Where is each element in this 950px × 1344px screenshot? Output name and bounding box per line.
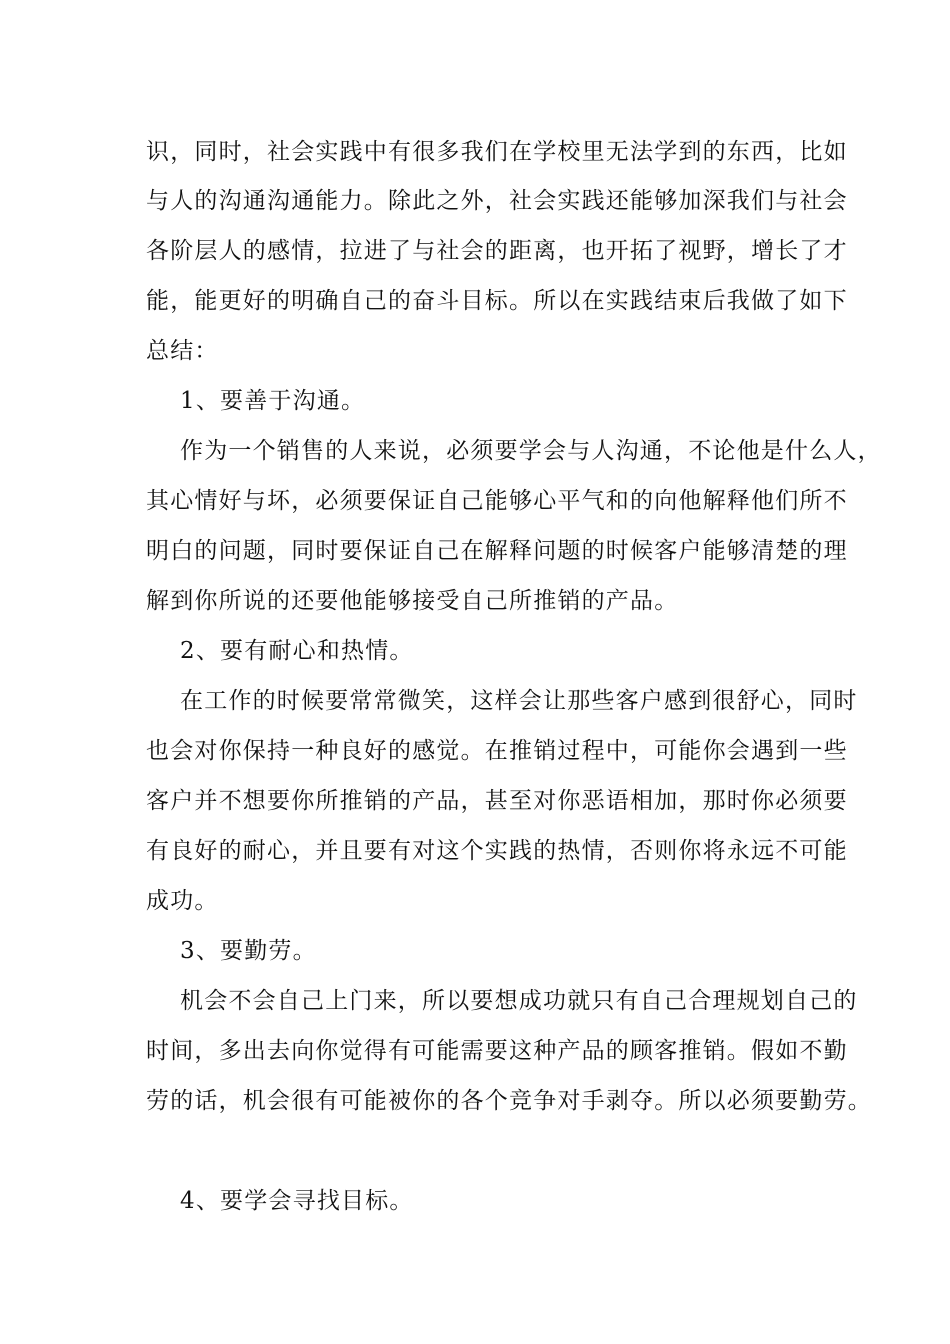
text-line: 时间，多出去向你觉得有可能需要这种产品的顾客推销。假如不勤: [146, 1038, 848, 1064]
text-line: 劳的话，机会很有可能被你的各个竞争对手剥夺。所以必须要勤劳。: [146, 1088, 872, 1114]
text-line: 其心情好与坏，必须要保证自己能够心平气和的向他解释他们所不: [146, 488, 848, 514]
text-line: 与人的沟通沟通能力。除此之外，社会实践还能够加深我们与社会: [146, 188, 848, 214]
section-heading: 1、要善于沟通。: [180, 388, 366, 414]
text-line: 识，同时，社会实践中有很多我们在学校里无法学到的东西，比如: [146, 139, 848, 165]
text-line: 机会不会自己上门来，所以要想成功就只有自己合理规划自己的: [180, 988, 858, 1014]
text-line: 在工作的时候要常常微笑，这样会让那些客户感到很舒心，同时: [180, 688, 858, 714]
text-line: 客户并不想要你所推销的产品，甚至对你恶语相加，那时你必须要: [146, 788, 848, 814]
text-line: 成功。: [146, 888, 219, 914]
section-heading: 3、要勤劳。: [180, 938, 317, 964]
section-heading: 4、要学会寻找目标。: [180, 1188, 414, 1214]
text-line: 明白的问题，同时要保证自己在解释问题的时候客户能够清楚的理: [146, 538, 848, 564]
text-line: 总结：: [146, 338, 219, 364]
text-line: 也会对你保持一种良好的感觉。在推销过程中，可能你会遇到一些: [146, 738, 848, 764]
text-line: 能，能更好的明确自己的奋斗目标。所以在实践结束后我做了如下: [146, 288, 848, 314]
section-heading: 2、要有耐心和热情。: [180, 638, 414, 664]
text-line: 有良好的耐心，并且要有对这个实践的热情，否则你将永远不可能: [146, 838, 848, 864]
text-line: 作为一个销售的人来说，必须要学会与人沟通，不论他是什么人，: [180, 438, 882, 464]
text-line: 解到你所说的还要他能够接受自己所推销的产品。: [146, 588, 679, 614]
text-line: 各阶层人的感情，拉进了与社会的距离，也开拓了视野，增长了才: [146, 238, 848, 264]
